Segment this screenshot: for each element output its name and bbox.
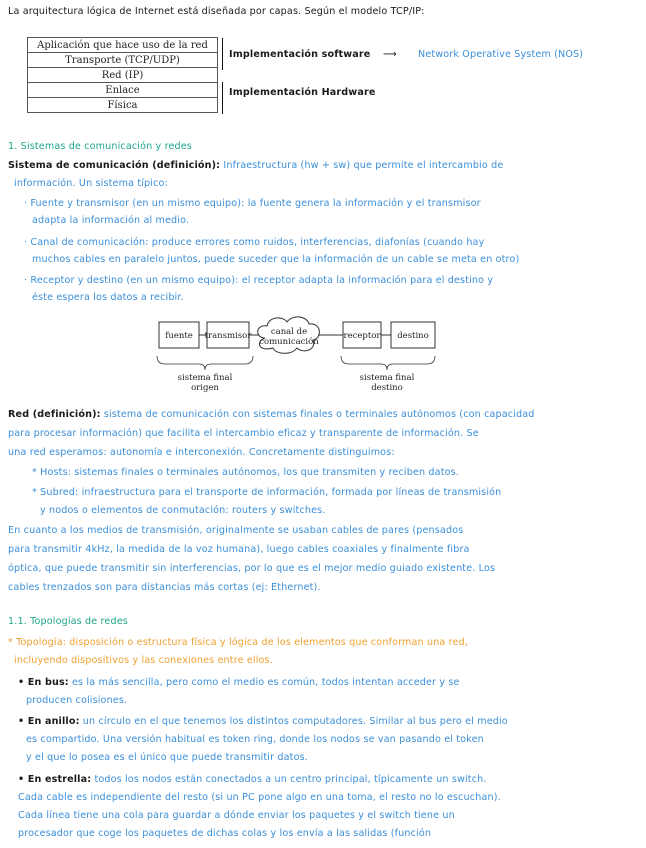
origen-brace xyxy=(157,356,253,370)
red-def-line1: sistema de comunicación con sistemas finales o terminales autónomos (con capacidad xyxy=(103,409,535,420)
red-def-line3: una red esperamos: autonomía e interconexión. Concretamente distinguimos: xyxy=(8,447,395,458)
estrella-line4: procesador que coge los paquetes de dichas colas y los envía a las salidas (función xyxy=(18,828,432,839)
origen-label-line2: origen xyxy=(191,383,219,393)
estrella-line1 xyxy=(18,773,487,787)
bullet-canal-line2: muchos cables en paralelo juntos, puede suceder que la información de un cable se meta en otro) xyxy=(32,254,520,265)
layer-network: Red (IP) xyxy=(28,68,218,83)
hardware-label: Implementación Hardware xyxy=(229,87,376,98)
estrella-text-1: todos los nodos están conectados a un centro principal, típicamente un switch. xyxy=(94,774,487,785)
layer-link: Enlace xyxy=(28,83,218,98)
tcpip-layer-stack xyxy=(27,37,218,113)
red-def-line2: para procesar información) que facilita el intercambio eficaz y transparente de información. Se xyxy=(8,428,479,439)
medios-line2: para transmitir 4kHz, la medida de la voz humana), luego cables coaxiales y finalmente fibra xyxy=(8,544,470,555)
software-brace xyxy=(222,38,223,70)
red-definition xyxy=(8,408,535,422)
comm-system-def-line2: información. Un sistema típico: xyxy=(14,178,168,189)
layer-transport: Transporte (TCP/UDP) xyxy=(28,53,218,68)
anillo-term: • En anillo: xyxy=(18,716,80,727)
topologia-def-line1: * Topología: disposición o estructura física y lógica de los elementos que conforman una red, xyxy=(8,637,469,648)
bus-term: • En bus: xyxy=(18,677,69,688)
medios-line3: óptica, que puede transmitir sin interferencias, por lo que es el mejor medio guiado existente. Los xyxy=(8,563,496,574)
comm-system-definition xyxy=(8,159,503,173)
anillo-line2: es compartido. Una versión habitual es token ring, donde los nodos se van pasando el token xyxy=(26,734,484,745)
red-term: Red (definición): xyxy=(8,409,101,420)
subred-item-line2: y nodos o elementos de conmutación: routers y switches. xyxy=(40,505,326,516)
anillo-line3: y el que lo posea es el único que puede transmitir datos. xyxy=(26,752,308,763)
comm-system-term: Sistema de comunicación (definición): xyxy=(8,160,221,171)
estrella-term: • En estrella: xyxy=(18,774,92,785)
intro-text: La arquitectura lógica de Internet está diseñada por capas. Según el modelo TCP/IP: xyxy=(8,6,425,17)
bus-line1 xyxy=(18,676,460,690)
subred-item-line1: * Subred: infraestructura para el transporte de información, formada por líneas de transmisión xyxy=(32,487,502,498)
bullet-canal-line1: · Canal de comunicación: produce errores como ruidos, interferencias, diafonías (cuando hay xyxy=(24,237,485,248)
section-1-1-title: 1.1. Topologías de redes xyxy=(8,616,128,627)
transmisor-label: transmisor xyxy=(204,331,252,341)
fuente-label: fuente xyxy=(165,331,193,341)
hosts-item: * Hosts: sistemas finales o terminales autónomos, los que transmiten y reciben datos. xyxy=(32,467,459,478)
bullet-fuente-line1: · Fuente y transmisor (en un mismo equipo): la fuente genera la información y el transmisor xyxy=(24,198,481,209)
canal-label-line1: canal de xyxy=(270,327,308,337)
layer-application: Aplicación que hace uso de la red xyxy=(28,38,218,53)
software-label: Implementación software xyxy=(229,49,371,60)
arrow-right-icon: ⟶ xyxy=(383,49,397,60)
section-1-title: 1. Sistemas de comunicación y redes xyxy=(8,141,192,152)
hardware-brace xyxy=(222,82,223,114)
medios-line4: cables trenzados son para distancias más cortas (ej: Ethernet). xyxy=(8,582,321,593)
layer-physical: Física xyxy=(28,98,218,113)
estrella-line3: Cada línea tiene una cola para guardar a dónde enviar los paquetes y el switch tiene un xyxy=(18,810,455,821)
destino-label: destino xyxy=(397,331,429,341)
anillo-text-1: un círculo en el que tenemos los distintos computadores. Similar al bus pero el medio xyxy=(82,716,508,727)
estrella-line2: Cada cable es independiente del resto (si un PC pone algo en una toma, el resto no lo escuchan). xyxy=(18,792,501,803)
canal-label-line2: comunicación xyxy=(259,337,319,347)
receptor-label: receptor xyxy=(343,331,381,341)
anillo-line1 xyxy=(18,715,508,729)
destino-system-label-line1: sistema final xyxy=(359,373,415,383)
bullet-receptor-line2: éste espera los datos a recibir. xyxy=(32,292,184,303)
destino-system-label-line2: destino xyxy=(371,383,403,393)
communication-diagram xyxy=(155,314,445,396)
bus-line2: producen colisiones. xyxy=(26,695,128,706)
destino-brace xyxy=(341,356,435,370)
software-target: Network Operative System (NOS) xyxy=(418,49,584,60)
bullet-receptor-line1: · Receptor y destino (en un mismo equipo): el receptor adapta la información para el destino y xyxy=(24,275,494,286)
bus-text-1: es la más sencilla, pero como el medio es común, todos intentan acceder y se xyxy=(72,677,460,688)
bullet-fuente-line2: adapta la información al medio. xyxy=(32,215,190,226)
origen-label-line1: sistema final xyxy=(177,373,233,383)
comm-system-def-line1: Infraestructura (hw + sw) que permite el intercambio de xyxy=(223,160,504,171)
medios-line1: En cuanto a los medios de transmisión, originalmente se usaban cables de pares (pensados xyxy=(8,525,464,536)
topologia-def-line2: incluyendo dispositivos y las conexiones entre ellos. xyxy=(14,655,273,666)
